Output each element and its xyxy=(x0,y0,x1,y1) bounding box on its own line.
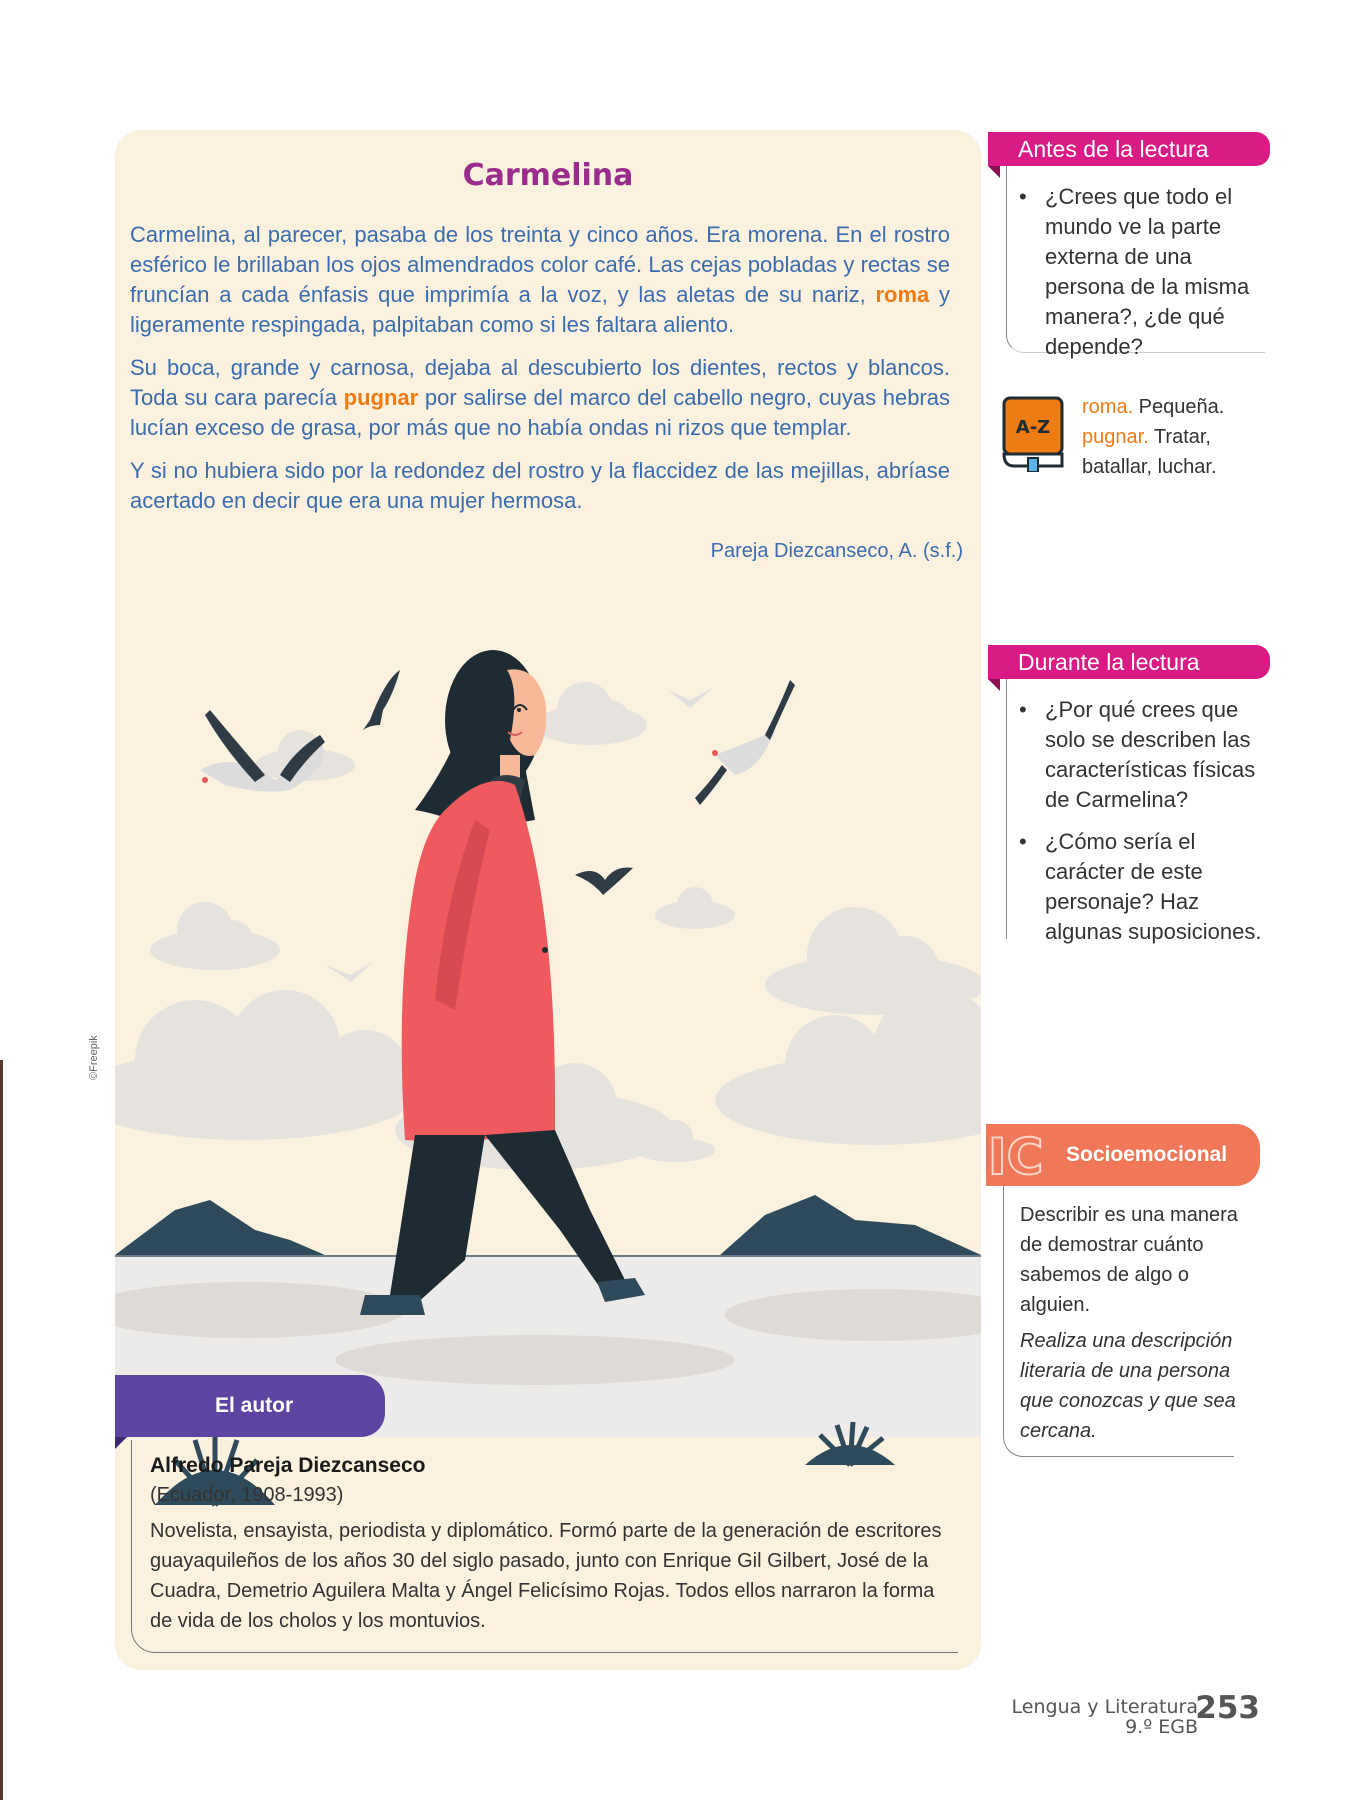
grade-level: 9.º EGB xyxy=(1125,1716,1198,1738)
socioemotional-tab: Socioemocional xyxy=(986,1124,1260,1186)
glossary-entry-roma xyxy=(1082,392,1272,422)
glossary-definition: Pequeña. xyxy=(1133,396,1225,418)
mountain-left xyxy=(115,1200,325,1255)
glossary-term: pugnar. xyxy=(1082,426,1149,448)
glossary-entry-pugnar xyxy=(1082,422,1272,482)
question-text: ¿Por qué crees que solo se describen las características físicas de Carmelina? xyxy=(1045,697,1256,812)
story-text xyxy=(130,220,950,529)
question-text: ¿Crees que todo el mundo ve la parte externa de una persona de la misma manera?, ¿de qué depende? xyxy=(1045,184,1250,359)
ic-icon-label: IC xyxy=(988,1130,1044,1180)
footer-subject xyxy=(1012,1697,1198,1737)
during-reading-item xyxy=(1007,695,1265,815)
during-reading-item xyxy=(1007,827,1265,947)
before-reading-tab: Antes de la lectura xyxy=(988,132,1270,166)
bird-faint-left xyxy=(325,962,373,982)
horizon-line xyxy=(115,1255,981,1257)
page-number: 253 xyxy=(1195,1690,1260,1726)
mountain-right xyxy=(720,1195,981,1255)
before-reading-list xyxy=(1007,166,1265,362)
story-title: Carmelina xyxy=(462,158,634,193)
bird-faint-right xyxy=(668,688,713,708)
glossary-link-pugnar[interactable]: pugnar xyxy=(343,385,419,410)
page-edge-strip xyxy=(0,1060,3,1800)
author-bio: Novelista, ensayista, periodista y diplomático. Formó parte de la generación de escritores guayaquileños de los años 30 del siglo pasado, junto con Enrique Gil Gilbert, José de la Cuadra, Demetrio Aguilera Malta y Ángel Felicísimo Rojas. Todos ellos narraron la forma de vida de los cholos y los montuvios. xyxy=(150,1520,942,1632)
glossary-entries xyxy=(1082,392,1272,482)
subject-name: Lengua y Literatura xyxy=(1011,1696,1198,1718)
author-tab-fold xyxy=(115,1437,127,1449)
bird-silhouette-middle xyxy=(575,868,633,896)
story-text-span: y ligeramente respingada, palpitaban como si les faltara aliento. xyxy=(130,282,950,337)
story-paragraph-3: Y si no hubiera sido por la redondez del rostro y la flaccidez de las mejillas, abríase acertado en decir que era una mujer hermosa. xyxy=(130,458,950,513)
reading-card xyxy=(115,130,981,1670)
during-reading-box xyxy=(1006,679,1265,944)
woman-figure xyxy=(360,650,645,1315)
author-box xyxy=(131,1440,958,1653)
before-reading-item xyxy=(1007,182,1265,362)
before-reading-box xyxy=(1006,166,1265,359)
seagull-left xyxy=(200,710,325,792)
author-name: Alfredo Pareja Diezcanseco xyxy=(150,1454,426,1477)
author-dates: (Ecuador, 1908-1993) xyxy=(150,1484,344,1506)
socioemotional-activity: Realiza una descripción literaria de una persona que conozcas y que sea cercana. xyxy=(1020,1330,1236,1442)
author-tab: El autor xyxy=(115,1375,385,1437)
citation: Pareja Diezcanseco, A. (s.f.) xyxy=(710,540,963,562)
bullet: • xyxy=(1019,829,1027,854)
dictionary-book-icon xyxy=(1000,396,1066,472)
story-text-span: Su boca, grande y carnosa, dejaba al descubierto los dientes, rectos y blancos. Toda su cara parecía xyxy=(130,355,950,410)
bird-silhouette-top xyxy=(363,670,400,730)
glossary-term: roma. xyxy=(1082,396,1134,418)
socioemotional-box xyxy=(1003,1186,1238,1457)
glossary-icon-label: A-Z xyxy=(1015,417,1051,438)
story-paragraph-1 xyxy=(130,220,950,340)
glossary-link-roma[interactable]: roma xyxy=(875,282,930,307)
during-reading-list xyxy=(1007,679,1265,947)
glossary-definition: Tratar, batallar, luchar. xyxy=(1082,426,1217,478)
story-text-span: por salirse del marco del cabello negro, cuyas hebras lucían exceso de grasa, por más que no había ondas ni rizos que templar. xyxy=(130,385,950,440)
glossary xyxy=(1000,388,1270,498)
bullet: • xyxy=(1019,184,1027,209)
socioemotional-ic-icon xyxy=(986,1130,1046,1180)
before-reading-tab-fold xyxy=(988,166,1000,178)
during-reading-tab: Durante la lectura xyxy=(988,645,1270,679)
socioemotional-text: Describir es una manera de demostrar cuánto sabemos de algo o alguien. xyxy=(1020,1204,1238,1316)
seagull-right xyxy=(695,680,795,805)
story-text-span: Carmelina, al parecer, pasaba de los treinta y cinco años. Era morena. En el rostro esférico le brillaban los ojos almendrados color café. Las cejas pobladas y rectas se fruncían a cada énfasis que imprimía a la voz, y las aletas de su nariz, xyxy=(130,222,950,307)
question-text: ¿Cómo sería el carácter de este personaje? Haz algunas suposiciones. xyxy=(1045,829,1262,944)
during-reading-tab-fold xyxy=(988,679,1000,691)
image-credit: ©Freepik xyxy=(88,1035,100,1080)
bullet: • xyxy=(1019,697,1027,722)
story-paragraph-2 xyxy=(130,353,950,443)
